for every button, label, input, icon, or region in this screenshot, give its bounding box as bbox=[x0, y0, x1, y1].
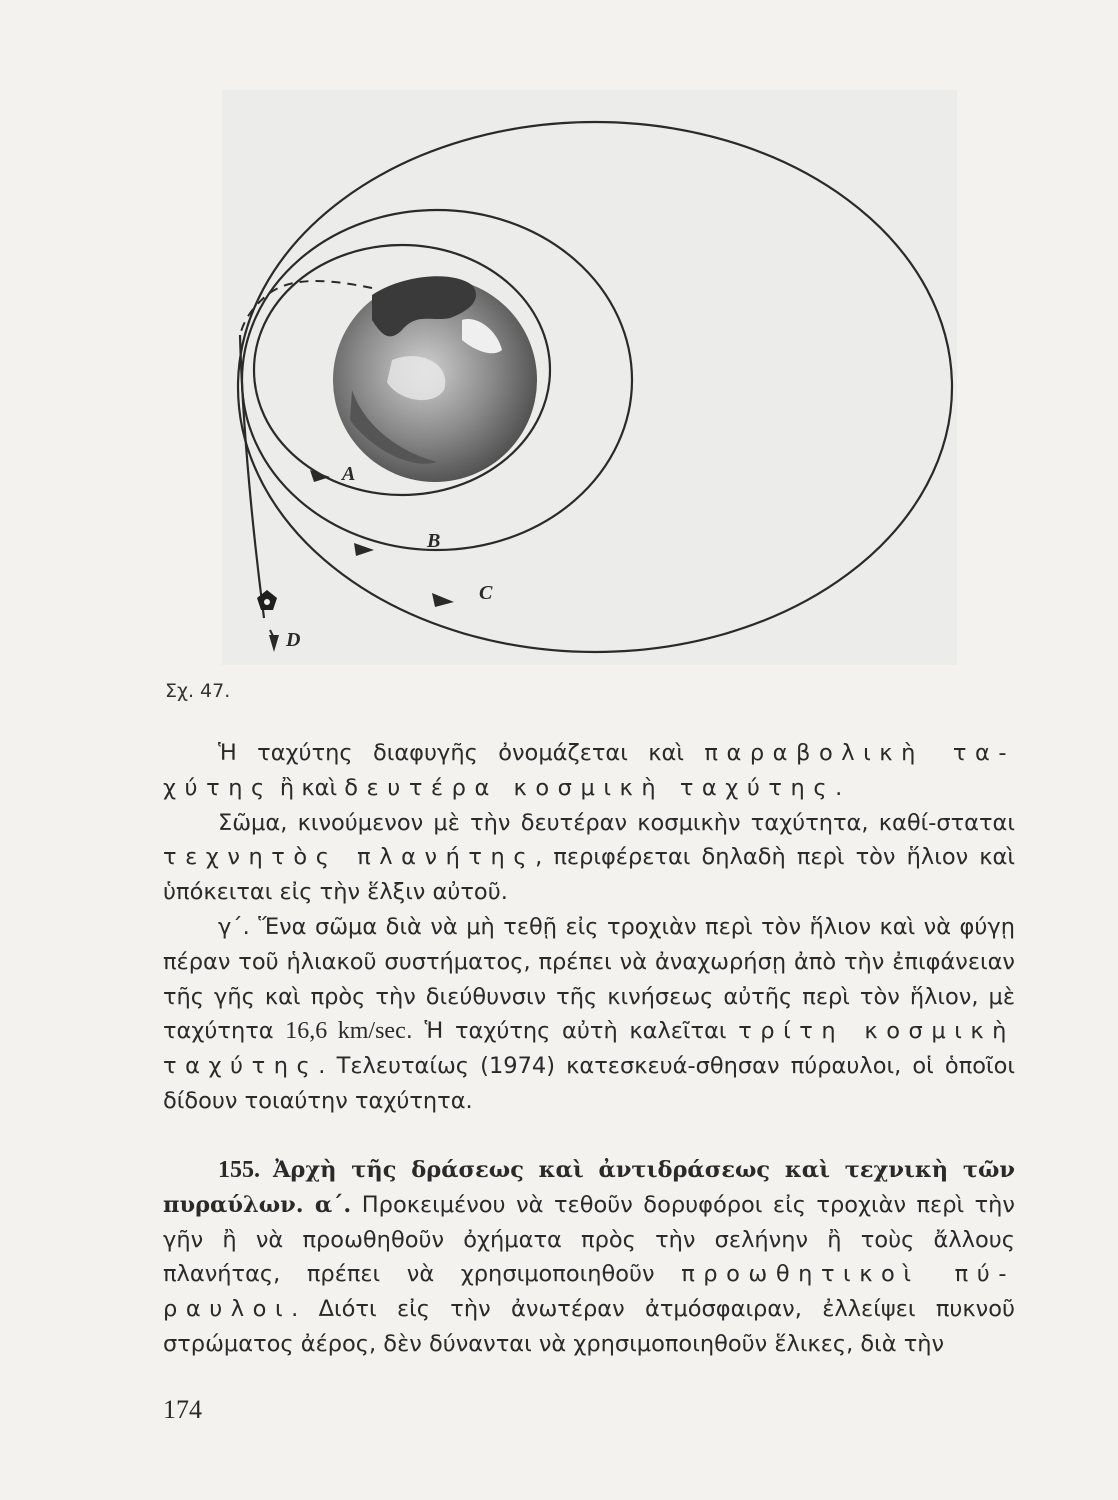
label-c: C bbox=[479, 582, 493, 604]
p1-spaced-2: χύτης bbox=[163, 774, 273, 801]
p1-spaced-1: παραβολικὴ τα- bbox=[704, 740, 1015, 766]
p3-text-2: . Ἡ ταχύτης αὐτὴ καλεῖται bbox=[405, 1018, 739, 1045]
p1-text-2: ἢ καὶ bbox=[272, 774, 345, 801]
label-a: A bbox=[342, 463, 356, 485]
p3-speed: 16,6 km/sec bbox=[285, 1018, 406, 1045]
section-spaced-1: προωθητικοὶ πύ-ραυλοι bbox=[163, 1261, 1015, 1323]
p1-spaced-3: δευτέρα κοσμικὴ ταχύτης bbox=[344, 774, 836, 801]
section-text-1: Προκειμένου νὰ τεθοῦν δορυφόροι εἰς τροχιὰν περὶ τὴν γῆν ἢ νὰ προωθηθοῦν ὀχήματα πρὸς τὴν σελήνην ἢ τοὺς ἄλλους πλανήτας, πρέπει νὰ χρησιμοποιηθοῦν bbox=[163, 1191, 1015, 1288]
p3-text-3: . Τελευταίως (1974) κατεσκευά-σθησαν πύραυλοι, οἱ ὁποῖοι δίδουν τοιαύτην ταχύτητα. bbox=[163, 1053, 1015, 1114]
p1-text-3: . bbox=[835, 774, 843, 801]
section-title: Ἀρχὴ τῆς δράσεως καὶ ἀντιδράσεως καὶ τεχνικὴ τῶν πυραύλων bbox=[163, 1157, 1016, 1218]
page-number: 174 bbox=[163, 1395, 202, 1424]
figure-caption: Σχ. 47. bbox=[165, 680, 231, 702]
section-sub: α΄ bbox=[314, 1191, 344, 1218]
label-b: B bbox=[427, 530, 441, 552]
paragraph-1 bbox=[163, 736, 1015, 806]
section-number: 155 bbox=[218, 1157, 254, 1183]
body-text bbox=[163, 736, 1015, 1119]
paragraph-3 bbox=[163, 910, 1015, 1119]
p2-text-2: , περιφέρεται δηλαδὴ περὶ τὸν ἥλιον καὶ ὑπόκειται εἰς τὴν ἕλξιν αὐτοῦ. bbox=[163, 844, 1015, 906]
section-paragraph: 155. Ἀρχὴ τῆς δράσεως καὶ ἀντιδράσεως καὶ τεχνικὴ τῶν πυραύλων. α΄. Προκειμένου νὰ τεθοῦν δορυφόροι εἰς τροχιὰν περὶ τὴν γῆν ἢ νὰ προωθηθοῦν ὀχήματα πρὸς τὴν σελήνην ἢ τοὺς ἄλλους πλανήτας, πρέπει νὰ χρησιμοποιηθοῦν προωθητικοὶ πύ-ραυλοι. Διότι εἰς τὴν ἀνωτέραν ἀτμόσφαιραν, ἐλλείψει πυκνοῦ στρώματος ἀέρος, δὲν δύνανται νὰ χρησιμοποιηθοῦν ἕλικες, διὰ τὴν bbox=[163, 1157, 1016, 1357]
section-text-2: . Διότι εἰς τὴν ἀνωτέραν ἀτμόσφαιραν, ἐλλείψει πυκνοῦ στρώματος ἀέρος, δὲν δύνανται νὰ χρησιμοποιηθοῦν ἕλικες, διὰ τὴν bbox=[163, 1296, 1015, 1357]
figure-background bbox=[222, 90, 957, 665]
p3-text-1: γ΄. Ἕνα σῶμα διὰ νὰ μὴ τεθῇ εἰς τροχιὰν περὶ τὸν ἥλιον καὶ νὰ φύγῃ πέραν τοῦ ἡλιακοῦ συστήματος, πρέπει νὰ ἀναχωρήσῃ ἀπὸ τὴν ἐπιφάνειαν τῆς γῆς καὶ πρὸς τὴν διεύθυνσιν τῆς κινήσεως αὐτῆς περὶ τὸν ἥλιον, μὲ ταχύτητα bbox=[163, 913, 1015, 1045]
paragraph-2 bbox=[163, 806, 1015, 910]
p2-text-1: Σῶμα, κινούμενον μὲ τὴν δευτέραν κοσμικὴν ταχύτητα, καθί-σταται bbox=[218, 809, 1015, 836]
orbit-figure bbox=[222, 90, 957, 665]
p3-spaced-1: τρίτη κοσμικὴ ταχύτης bbox=[163, 1018, 1015, 1080]
p2-spaced-1: τεχνητὸς πλανήτης bbox=[163, 844, 536, 871]
section-155 bbox=[163, 1153, 1015, 1362]
label-d: D bbox=[286, 629, 301, 651]
p1-text-1: Ἡ ταχύτης διαφυγῆς ὀνομάζεται καὶ bbox=[218, 740, 705, 766]
